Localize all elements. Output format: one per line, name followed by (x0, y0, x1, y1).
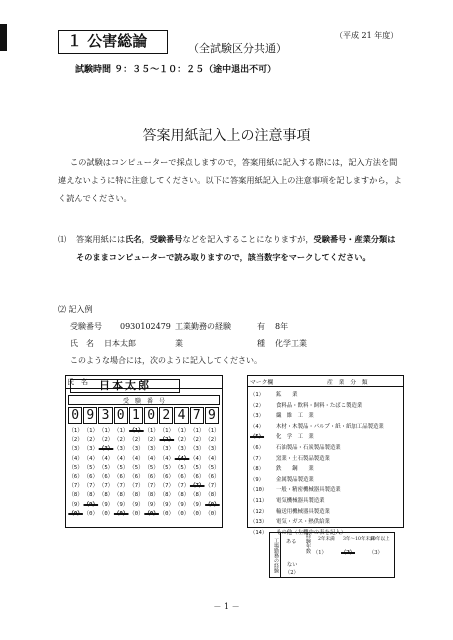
digit-mark[interactable]: （4） (159, 455, 175, 462)
digit-mark[interactable]: （4） (129, 455, 144, 462)
section-2-title: ⑵ 記入例 (58, 305, 93, 314)
digit-mark[interactable]: （5） (174, 464, 190, 471)
digit-mark[interactable]: （9） (68, 501, 83, 508)
digit-mark-filled[interactable]: （0） (113, 510, 129, 517)
digit-mark[interactable]: （7） (205, 483, 220, 490)
industry-name: 鉄 鋼 業 (276, 466, 314, 473)
digit-mark[interactable]: （1） (113, 428, 129, 434)
digit-mark[interactable]: （3） (159, 446, 175, 453)
digit-mark[interactable]: （1） (68, 428, 83, 434)
digit-mark-column (205, 427, 220, 519)
digit-mark[interactable]: （6） (159, 473, 175, 480)
digit-box: 2 (159, 407, 173, 424)
industry-mark-filled[interactable]: （5） (250, 434, 265, 441)
industry-name: 一般・精密機械器具製造業 (276, 487, 341, 494)
digit-mark[interactable]: （2） (205, 437, 220, 444)
instruction-text: 答案用紙には (76, 234, 126, 244)
digit-mark-column (98, 427, 113, 519)
digit-mark[interactable]: （4） (83, 455, 99, 462)
digit-mark-column (174, 427, 189, 519)
digit-mark[interactable]: （5） (144, 464, 159, 471)
digit-mark[interactable]: （7） (129, 483, 144, 490)
digit-mark-column (144, 427, 159, 519)
industry-mark[interactable]: （1） (250, 392, 265, 398)
digit-box: 7 (190, 407, 204, 424)
digit-mark-grid (68, 427, 220, 519)
digit-mark[interactable]: （5） (113, 464, 129, 471)
digit-mark[interactable]: （8） (83, 492, 99, 499)
example-text: 0930102479 (120, 322, 171, 331)
digit-mark[interactable]: （5） (68, 464, 83, 471)
digit-mark[interactable]: （3） (189, 446, 205, 453)
industry-mark[interactable]: （14） (250, 529, 268, 536)
digit-mark[interactable]: （4） (98, 455, 114, 462)
digit-mark-filled[interactable]: （9） (83, 501, 99, 508)
digit-mark[interactable]: （0） (205, 510, 220, 517)
option-under-2: 2年未満 (318, 537, 335, 542)
digit-mark[interactable]: （3） (144, 446, 159, 453)
instruction-bold: 受験番号・産業分類はそのままコンピューターで読み取りますので，該当数字をマークしてください。 (76, 234, 396, 262)
example-text: 工業勤務の経験 (175, 322, 231, 331)
example-text: 化学工業 (275, 339, 307, 348)
industry-row (250, 454, 400, 465)
digit-mark-filled[interactable]: （0） (144, 510, 159, 517)
digit-mark[interactable]: （4） (205, 455, 220, 462)
exam-time: 試験時間 ９：３５〜１０：２５（途中退出不可） (75, 65, 277, 75)
example-text: 日本太郎 (104, 339, 136, 348)
digit-mark[interactable]: （7） (68, 483, 83, 490)
digit-mark[interactable]: （6） (98, 473, 114, 480)
digit-mark-column (114, 427, 129, 519)
digit-mark[interactable]: （5） (189, 464, 205, 471)
industry-row (250, 517, 400, 528)
digit-mark[interactable]: （2） (113, 437, 129, 444)
employment-no: ない (287, 562, 298, 568)
digit-mark[interactable]: （1） (174, 428, 190, 434)
name-label: 氏 名 (67, 378, 88, 386)
digit-mark[interactable]: （6） (205, 473, 220, 480)
industry-name: その他（左欄中の表を記入） (276, 529, 347, 536)
digit-mark[interactable]: （9） (129, 501, 144, 508)
digit-mark[interactable]: （9） (98, 501, 114, 508)
industry-mark[interactable]: （12） (250, 508, 268, 515)
example-text: 名 (86, 339, 94, 348)
digit-mark[interactable]: （5） (129, 464, 144, 471)
example-text: 有 (257, 322, 265, 331)
digit-mark[interactable]: （3） (83, 446, 99, 453)
digit-mark[interactable]: （6） (174, 473, 190, 480)
digit-mark[interactable]: （7） (174, 483, 190, 490)
digit-mark[interactable]: （1） (98, 428, 114, 434)
digit-box: 4 (174, 407, 188, 424)
digit-box: 9 (205, 407, 219, 424)
digit-mark[interactable]: （8） (98, 492, 114, 499)
digit-mark[interactable]: （8） (174, 492, 190, 499)
page-heading: 答案用紙記入上の注意事項 (142, 128, 311, 144)
digit-mark[interactable]: （9） (189, 501, 205, 508)
industry-mark[interactable]: （2） (250, 402, 265, 409)
industry-name: 化 学 工 業 (276, 434, 314, 441)
industry-name: 木材・木製品・パルプ・紙・紙加工品製造業 (276, 423, 384, 430)
digit-mark[interactable]: （8） (113, 492, 129, 499)
name-value: 日本太郎 (70, 379, 180, 393)
digit-mark[interactable]: （0） (159, 510, 175, 517)
digit-mark[interactable]: （7） (113, 483, 129, 490)
digit-box: 1 (129, 407, 143, 424)
option-code-3: （3） (369, 550, 383, 556)
digit-mark-column (83, 427, 98, 519)
example-line-2 (70, 338, 307, 349)
digit-mark[interactable]: （9） (144, 501, 159, 508)
digit-mark[interactable]: （6） (189, 473, 205, 480)
shared-note: （全試験区分共通） (188, 42, 287, 55)
industry-row (250, 507, 400, 518)
digit-mark[interactable]: （4） (68, 455, 83, 462)
digit-mark[interactable]: （8） (144, 492, 159, 499)
page-edge-marker (0, 24, 7, 51)
instruction-bold: 氏名 (125, 234, 142, 244)
industry-mark[interactable]: （3） (250, 413, 265, 420)
digit-mark[interactable]: （2） (129, 437, 144, 444)
industry-mark[interactable]: （9） (250, 476, 265, 483)
digit-mark[interactable]: （0） (174, 510, 190, 517)
digit-mark[interactable]: （2） (83, 437, 99, 444)
digit-mark[interactable]: （0） (98, 510, 114, 517)
digit-mark[interactable]: （9） (159, 501, 175, 508)
digit-mark[interactable]: （5） (159, 464, 175, 471)
example-text: 種 (257, 339, 265, 348)
instruction-text: などを記入することになりますが， (182, 234, 314, 244)
industry-list (250, 390, 400, 538)
industry-mark[interactable]: （13） (250, 519, 268, 526)
example-text: 8年 (275, 322, 289, 331)
industry-row (250, 422, 400, 433)
industry-row (250, 464, 400, 475)
industry-row (250, 485, 400, 496)
digit-box: 0 (68, 407, 82, 424)
industry-name: 石油製品・石炭製品製造業 (276, 444, 341, 451)
digit-mark[interactable]: （4） (113, 455, 129, 462)
industry-row (250, 411, 400, 422)
digit-mark[interactable]: （7） (98, 483, 114, 490)
digit-mark[interactable]: （1） (159, 428, 175, 434)
instruction-text: ， (141, 234, 150, 244)
industry-row (250, 390, 400, 401)
example-line-1 (70, 321, 288, 332)
industry-mark[interactable]: （7） (250, 455, 265, 462)
industry-name: 電気・ガス・熱供給業 (276, 519, 330, 526)
exam-number-digits (68, 407, 220, 424)
industry-mark[interactable]: （4） (250, 423, 265, 430)
option-code-2-marked: （2） (341, 550, 355, 556)
digit-mark[interactable]: （6） (83, 473, 99, 480)
digit-mark[interactable]: （2） (174, 437, 190, 444)
digit-mark-column (159, 427, 174, 519)
digit-mark[interactable]: （6） (68, 473, 83, 480)
digit-box: 3 (98, 407, 112, 424)
industry-mark[interactable]: （10） (250, 487, 268, 494)
example-text: 受験番号 (70, 322, 102, 331)
digit-mark[interactable]: （8） (205, 492, 220, 499)
digit-mark[interactable]: （3） (68, 446, 83, 453)
digit-mark[interactable]: （3） (205, 446, 220, 453)
industry-mark[interactable]: （11） (250, 497, 268, 504)
digit-mark[interactable]: （2） (189, 437, 205, 444)
industry-name: 電気機械器具製造業 (276, 497, 325, 504)
digit-mark[interactable]: （9） (113, 501, 129, 508)
mark-column-label: マーク欄 (250, 380, 274, 386)
example-text: 氏 (70, 339, 78, 348)
page-number: － 1 － (213, 602, 240, 611)
industry-row (250, 401, 400, 412)
industry-row (250, 475, 400, 486)
digit-mark[interactable]: （0） (129, 510, 144, 517)
digit-mark-filled[interactable]: （4） (174, 455, 190, 462)
digit-mark[interactable]: （6） (113, 473, 129, 480)
digit-mark[interactable]: （4） (144, 455, 159, 462)
industry-row (250, 496, 400, 507)
digit-box: 9 (83, 407, 97, 424)
instruction-number: ⑴ (58, 234, 67, 244)
digit-box: 0 (114, 407, 128, 424)
digit-mark[interactable]: （3） (174, 446, 190, 453)
digit-mark[interactable]: （0） (189, 510, 205, 517)
digit-mark[interactable]: （6） (129, 473, 144, 480)
industry-header (247, 375, 404, 387)
employment-no-code: （2） (285, 570, 299, 576)
industry-column-label: 産 業 分 類 (327, 380, 368, 386)
digit-mark[interactable]: （0） (83, 510, 99, 517)
industry-name: 窯業・土石製品製造業 (276, 455, 330, 462)
industry-row (250, 443, 400, 454)
instruction-1 (58, 230, 403, 266)
experience-years-label: 経験年数 (305, 533, 311, 554)
industry-name: 輸送用機械器具製造業 (276, 508, 330, 515)
employment-yes: ある (286, 539, 297, 545)
digit-box: 0 (144, 407, 158, 424)
industry-name: 食料品・飲料・飼料・たばこ製造業 (276, 402, 363, 409)
digit-mark[interactable]: （3） (113, 446, 129, 453)
digit-mark-filled[interactable]: （9） (205, 501, 220, 508)
digit-mark[interactable]: （8） (68, 492, 83, 499)
digit-mark[interactable]: （6） (144, 473, 159, 480)
digit-mark[interactable]: （5） (83, 464, 99, 471)
intro-paragraph: この試験はコンピューターで採点しますので，答案用紙に記入する際には，記入方法を間違えないように特に注意してください。以下に答案用紙記入上の注意事項を記しますから，よく読んでください。 (58, 157, 402, 203)
employment-side-label: 工場勤務の経験 (269, 532, 281, 578)
option-3-to-10: 3年〜10年未満 (343, 537, 375, 542)
year-label: （平成 21 年度） (335, 31, 399, 40)
digit-mark[interactable]: （7） (159, 483, 175, 490)
digit-mark[interactable]: （1） (205, 428, 220, 434)
option-10-plus: 10年以上 (370, 537, 390, 542)
digit-mark-filled[interactable]: （7） (189, 483, 205, 490)
digit-mark[interactable]: （5） (98, 464, 114, 471)
digit-mark-filled[interactable]: （1） (129, 428, 144, 434)
digit-mark[interactable]: （3） (129, 446, 144, 453)
digit-mark[interactable]: （1） (144, 428, 159, 434)
digit-mark[interactable]: （1） (189, 428, 205, 434)
digit-mark[interactable]: （8） (129, 492, 144, 499)
instruction-body (58, 230, 403, 266)
digit-mark[interactable]: （7） (83, 483, 99, 490)
industry-name: 繊 維 工 業 (276, 413, 314, 420)
industry-name: 鉱 業 (276, 392, 298, 398)
digit-mark[interactable]: （8） (189, 492, 205, 499)
industry-mark[interactable]: （6） (250, 444, 265, 451)
digit-mark[interactable]: （1） (83, 428, 99, 434)
example-text: 業 (175, 339, 183, 348)
digit-mark[interactable]: （7） (144, 483, 159, 490)
digit-mark[interactable]: （5） (205, 464, 220, 471)
digit-mark-column (190, 427, 205, 519)
industry-mark[interactable]: （8） (250, 466, 265, 473)
digit-mark[interactable]: （8） (159, 492, 175, 499)
digit-mark-column (68, 427, 83, 519)
digit-mark-filled[interactable]: （0） (68, 510, 83, 517)
example-line-3: このような場合には，次のように記入してください。 (70, 356, 262, 365)
digit-mark[interactable]: （2） (68, 437, 83, 444)
digit-mark-filled[interactable]: （2） (159, 437, 175, 444)
digit-mark-column (129, 427, 144, 519)
industry-row (250, 432, 400, 443)
digit-mark[interactable]: （2） (144, 437, 159, 444)
option-code-1: （1） (313, 550, 327, 556)
exam-number-header: 受 験 番 号 (68, 395, 220, 405)
industry-name: 金属製品製造業 (276, 476, 314, 483)
digit-mark[interactable]: （2） (98, 437, 114, 444)
digit-mark[interactable]: （4） (189, 455, 205, 462)
digit-mark-filled[interactable]: （3） (98, 446, 114, 453)
digit-mark[interactable]: （9） (174, 501, 190, 508)
instruction-bold: 受験番号 (149, 234, 183, 244)
subject-title: １ 公害総論 (58, 30, 168, 54)
